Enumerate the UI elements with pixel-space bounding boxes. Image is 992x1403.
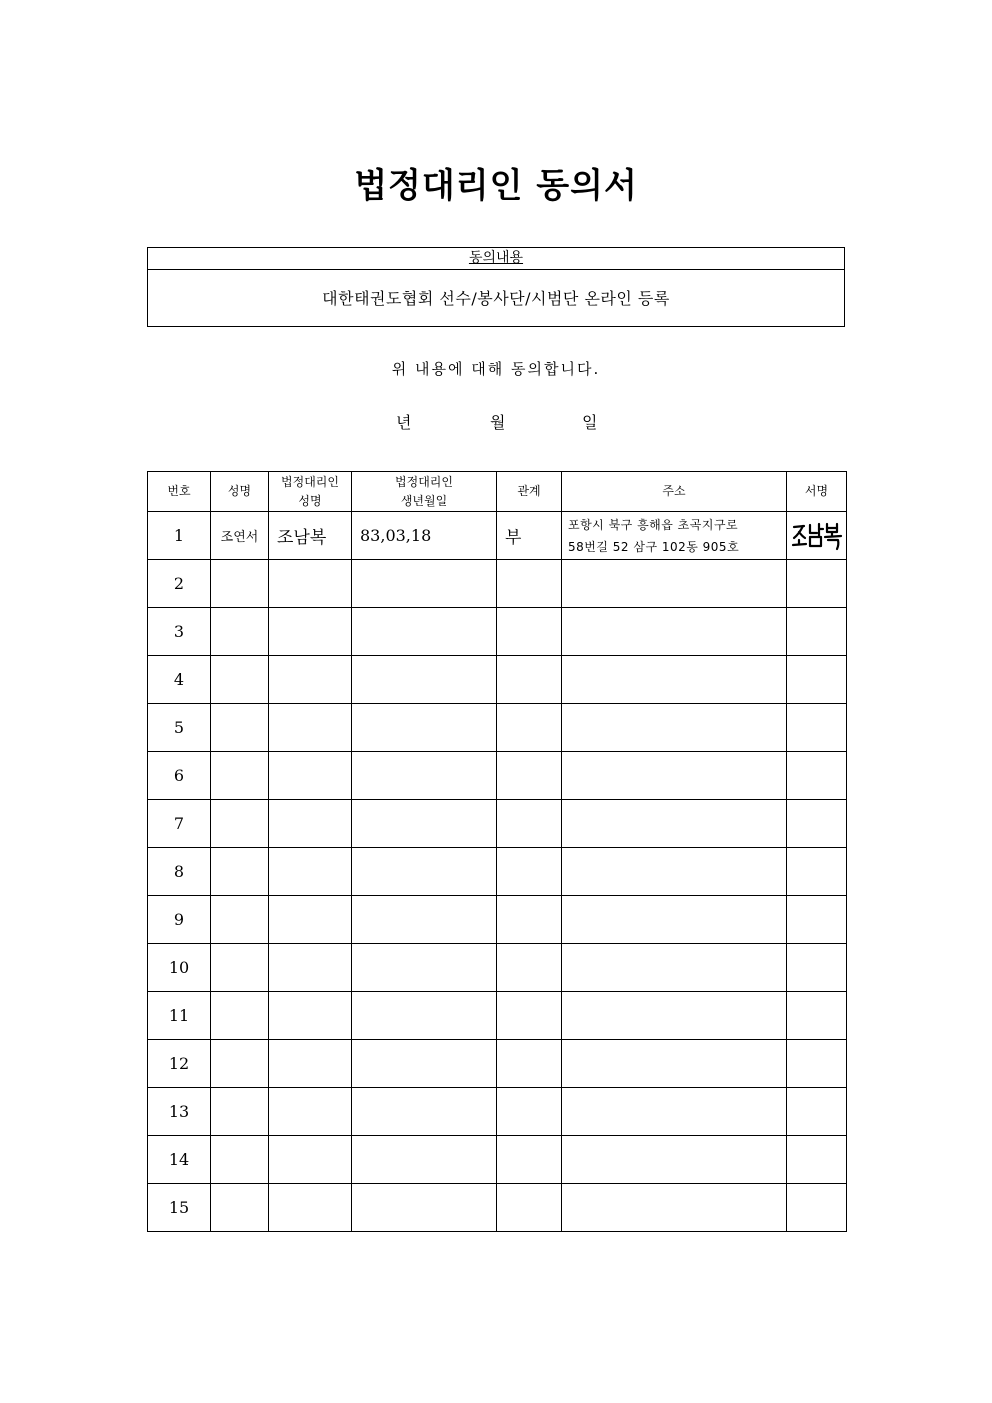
cell-guardian-birth bbox=[352, 704, 497, 752]
cell-no: 1 bbox=[148, 512, 211, 560]
cell-guardian-birth bbox=[352, 1040, 497, 1088]
cell-address bbox=[562, 560, 787, 608]
cell-guardian-birth bbox=[352, 608, 497, 656]
cell-no: 7 bbox=[148, 800, 211, 848]
cell-address bbox=[562, 896, 787, 944]
cell-guardian-name bbox=[269, 704, 352, 752]
header-guardian-birth bbox=[352, 472, 497, 512]
header-no: 번호 bbox=[148, 472, 211, 512]
cell-guardian-name bbox=[269, 896, 352, 944]
agree-statement: 위 내용에 대해 동의합니다. bbox=[391, 360, 601, 378]
cell-guardian-birth bbox=[352, 944, 497, 992]
cell-signature bbox=[787, 992, 847, 1040]
cell-address bbox=[562, 848, 787, 896]
cell-signature bbox=[787, 896, 847, 944]
consent-header: 동의내용 bbox=[148, 248, 844, 270]
cell-guardian-birth bbox=[352, 1184, 497, 1232]
cell-signature bbox=[787, 944, 847, 992]
cell-guardian-birth bbox=[352, 752, 497, 800]
cell-signature bbox=[787, 752, 847, 800]
header-guardian-birth-line2: 생년월일 bbox=[400, 493, 448, 508]
address-line1: 포항시 북구 흥해읍 초곡지구로 bbox=[568, 517, 739, 532]
cell-relation bbox=[497, 992, 562, 1040]
cell-name bbox=[211, 992, 269, 1040]
cell-guardian-name bbox=[269, 752, 352, 800]
cell-no: 4 bbox=[148, 656, 211, 704]
cell-relation bbox=[497, 560, 562, 608]
table-row bbox=[148, 512, 847, 560]
cell-signature bbox=[787, 704, 847, 752]
table-row bbox=[148, 752, 847, 800]
cell-signature bbox=[787, 512, 847, 560]
table-row bbox=[148, 1136, 847, 1184]
cell-no: 5 bbox=[148, 704, 211, 752]
cell-address bbox=[562, 1040, 787, 1088]
cell-relation bbox=[497, 848, 562, 896]
consent-content: 대한태권도협회 선수/봉사단/시범단 온라인 등록 bbox=[322, 289, 670, 308]
cell-relation bbox=[497, 944, 562, 992]
table-row bbox=[148, 992, 847, 1040]
table-row bbox=[148, 1184, 847, 1232]
cell-no: 10 bbox=[148, 944, 211, 992]
cell-name bbox=[211, 704, 269, 752]
table-header-row bbox=[148, 472, 847, 512]
cell-relation bbox=[497, 1136, 562, 1184]
cell-no: 8 bbox=[148, 848, 211, 896]
cell-address bbox=[562, 1088, 787, 1136]
cell-signature bbox=[787, 1088, 847, 1136]
date-day-label: 일 bbox=[582, 413, 598, 432]
header-address: 주소 bbox=[562, 472, 787, 512]
cell-name bbox=[211, 800, 269, 848]
table-row bbox=[148, 944, 847, 992]
cell-guardian-name bbox=[269, 944, 352, 992]
cell-guardian-birth bbox=[352, 848, 497, 896]
cell-no: 11 bbox=[148, 992, 211, 1040]
cell-name bbox=[211, 896, 269, 944]
table-row bbox=[148, 896, 847, 944]
cell-no: 15 bbox=[148, 1184, 211, 1232]
cell-name bbox=[211, 1184, 269, 1232]
cell-signature bbox=[787, 1040, 847, 1088]
cell-name bbox=[211, 560, 269, 608]
header-signature: 서명 bbox=[787, 472, 847, 512]
cell-name bbox=[211, 1040, 269, 1088]
cell-relation bbox=[497, 1088, 562, 1136]
table-row bbox=[148, 1088, 847, 1136]
cell-address bbox=[562, 656, 787, 704]
cell-name: 조연서 bbox=[211, 512, 269, 560]
cell-guardian-name bbox=[269, 1184, 352, 1232]
table-row bbox=[148, 608, 847, 656]
table-row bbox=[148, 848, 847, 896]
cell-no: 3 bbox=[148, 608, 211, 656]
cell-address bbox=[562, 512, 787, 560]
cell-guardian-name bbox=[269, 608, 352, 656]
cell-guardian-birth: 83,03,18 bbox=[352, 512, 497, 560]
cell-name bbox=[211, 1088, 269, 1136]
cell-no: 12 bbox=[148, 1040, 211, 1088]
cell-address bbox=[562, 944, 787, 992]
cell-relation: 부 bbox=[497, 512, 562, 560]
cell-guardian-name bbox=[269, 656, 352, 704]
guardian-table bbox=[147, 471, 847, 1232]
cell-relation bbox=[497, 896, 562, 944]
cell-name bbox=[211, 608, 269, 656]
cell-no: 13 bbox=[148, 1088, 211, 1136]
cell-signature bbox=[787, 800, 847, 848]
cell-signature bbox=[787, 1184, 847, 1232]
cell-name bbox=[211, 1136, 269, 1184]
cell-name bbox=[211, 944, 269, 992]
cell-relation bbox=[497, 800, 562, 848]
cell-guardian-birth bbox=[352, 560, 497, 608]
cell-relation bbox=[497, 1040, 562, 1088]
header-guardian-birth-line1: 법정대리인 bbox=[395, 474, 453, 489]
cell-relation bbox=[497, 656, 562, 704]
cell-relation bbox=[497, 752, 562, 800]
cell-guardian-name bbox=[269, 1136, 352, 1184]
table-row bbox=[148, 800, 847, 848]
cell-signature bbox=[787, 1136, 847, 1184]
cell-guardian-birth bbox=[352, 1088, 497, 1136]
header-guardian-name-line1: 법정대리인 bbox=[281, 474, 339, 489]
cell-guardian-birth bbox=[352, 1136, 497, 1184]
header-relation: 관계 bbox=[497, 472, 562, 512]
date-year-label: 년 bbox=[396, 413, 412, 432]
cell-address bbox=[562, 1136, 787, 1184]
consent-box bbox=[147, 247, 845, 327]
header-guardian-name bbox=[269, 472, 352, 512]
cell-no: 14 bbox=[148, 1136, 211, 1184]
cell-no: 6 bbox=[148, 752, 211, 800]
header-guardian-name-line2: 성명 bbox=[298, 493, 322, 508]
table-row bbox=[148, 704, 847, 752]
table-row bbox=[148, 560, 847, 608]
cell-guardian-birth bbox=[352, 800, 497, 848]
cell-guardian-name: 조남복 bbox=[269, 512, 352, 560]
cell-signature bbox=[787, 656, 847, 704]
handwritten-signature bbox=[791, 521, 843, 551]
cell-name bbox=[211, 752, 269, 800]
cell-address bbox=[562, 704, 787, 752]
cell-no: 2 bbox=[148, 560, 211, 608]
date-month-label: 월 bbox=[490, 413, 506, 432]
cell-guardian-name bbox=[269, 1088, 352, 1136]
document-title: 법정대리인 동의서 bbox=[354, 166, 638, 206]
cell-guardian-name bbox=[269, 992, 352, 1040]
cell-name bbox=[211, 656, 269, 704]
cell-address bbox=[562, 1184, 787, 1232]
cell-no: 9 bbox=[148, 896, 211, 944]
cell-signature bbox=[787, 608, 847, 656]
cell-address bbox=[562, 992, 787, 1040]
cell-signature bbox=[787, 848, 847, 896]
cell-guardian-birth bbox=[352, 656, 497, 704]
table-row bbox=[148, 656, 847, 704]
cell-guardian-name bbox=[269, 800, 352, 848]
header-name: 성명 bbox=[211, 472, 269, 512]
cell-guardian-name bbox=[269, 1040, 352, 1088]
cell-guardian-name bbox=[269, 560, 352, 608]
cell-address bbox=[562, 752, 787, 800]
cell-guardian-birth bbox=[352, 896, 497, 944]
cell-address bbox=[562, 800, 787, 848]
cell-relation bbox=[497, 704, 562, 752]
address-line2: 58번길 52 삼구 102동 905호 bbox=[568, 539, 740, 554]
cell-signature bbox=[787, 560, 847, 608]
cell-address bbox=[562, 608, 787, 656]
cell-guardian-name bbox=[269, 848, 352, 896]
cell-relation bbox=[497, 608, 562, 656]
cell-relation bbox=[497, 1184, 562, 1232]
cell-name bbox=[211, 848, 269, 896]
table-row bbox=[148, 1040, 847, 1088]
cell-guardian-birth bbox=[352, 992, 497, 1040]
